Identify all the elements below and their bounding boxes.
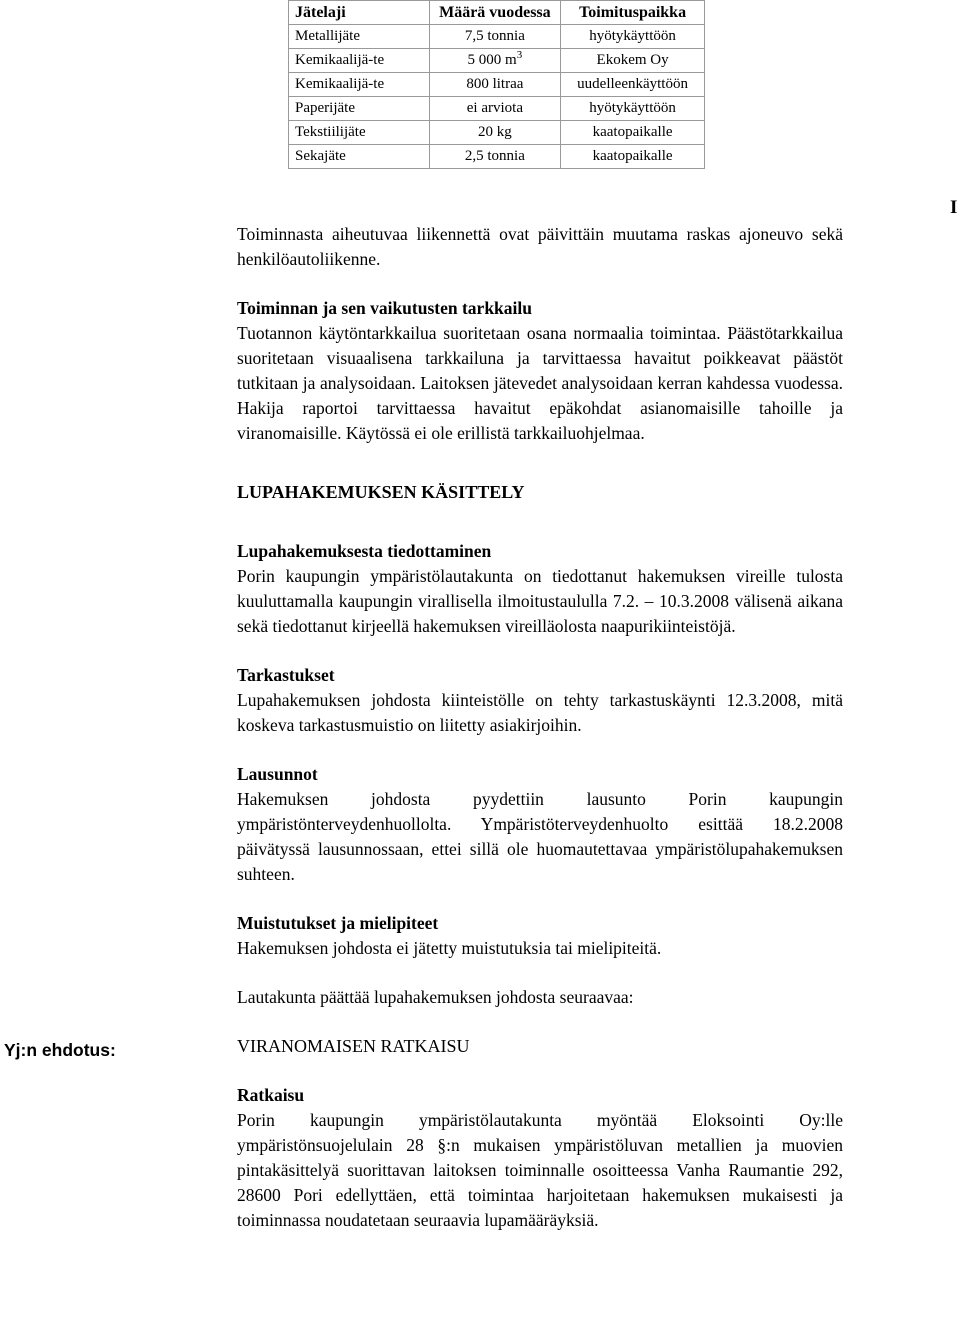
statements-paragraph: Hakemuksen johdosta pyydettiin lausunto Porin kaupungin ympäristönterveydenhuollolta. Ympäristöterveydenhuolto esittää 18.2.2008 päivätyssä lausunnossaan, ettei sillä ole huomautettavaa ympäristölupahakemuksen suhteen. (237, 789, 843, 884)
table-header-row (289, 1, 705, 25)
traffic-paragraph: Toiminnasta aiheutuvaa liikennettä ovat päivittäin muutama raskas ajoneuvo sekä henkilöautoliikenne. (237, 224, 843, 269)
waste-amount: 800 litraa (429, 73, 561, 97)
notification-heading: Lupahakemuksesta tiedottaminen (237, 541, 492, 561)
waste-type: Tekstiilijäte (289, 121, 430, 145)
statements-heading: Lausunnot (237, 764, 318, 784)
column-header: Toimituspaikka (561, 1, 705, 25)
table-row (289, 121, 705, 145)
waste-destination: hyötykäyttöön (561, 25, 705, 49)
monitoring-heading: Toiminnan ja sen vaikutusten tarkkailu (237, 298, 532, 318)
column-header: Määrä vuodessa (429, 1, 561, 25)
waste-type: Metallijäte (289, 25, 430, 49)
waste-destination: uudelleenkäyttöön (561, 73, 705, 97)
objections-heading: Muistutukset ja mielipiteet (237, 913, 439, 933)
waste-type: Paperijäte (289, 97, 430, 121)
waste-destination: kaatopaikalle (561, 145, 705, 169)
decision-paragraph: Porin kaupungin ympäristölautakunta myöntää Eloksointi Oy:lle ympäristönsuojelulain 28 §:n mukaisen ympäristöluvan metallien ja muovien pintakäsittelyä suorittavan laitoksen toiminnalle osoitteessa Vanha Raumantie 292, 28600 Pori edellyttäen, että toimintaa harjoitetaan hakemuksen mukaisesti ja toiminnassa noudatetaan seuraavia lupamääräyksiä. (237, 1110, 843, 1230)
waste-amount: ei arviota (429, 97, 561, 121)
decision-heading: Ratkaisu (237, 1085, 305, 1105)
processing-heading: LUPAHAKEMUKSEN KÄSITTELY (237, 482, 525, 502)
table-row (289, 97, 705, 121)
table-row (289, 49, 705, 73)
table-row (289, 145, 705, 169)
waste-destination: Ekokem Oy (561, 49, 705, 73)
waste-table (288, 0, 705, 169)
amount-value: 5 000 m (467, 52, 517, 68)
proposal-label: Yj:n ehdotus: (4, 1040, 116, 1060)
waste-amount: 2,5 tonnia (429, 145, 561, 169)
inspections-paragraph: Lupahakemuksen johdosta kiinteistölle on tehty tarkastuskäynti 12.3.2008, mitä koskeva tarkastusmuistio on liitetty asiakirjoihin. (237, 690, 843, 735)
proposal-text: Lautakunta päättää lupahakemuksen johdosta seuraavaa: (237, 987, 634, 1007)
margin-mark: I (950, 197, 958, 218)
waste-destination: hyötykäyttöön (561, 97, 705, 121)
table-row (289, 73, 705, 97)
decision-section-heading: VIRANOMAISEN RATKAISU (237, 1036, 470, 1056)
waste-destination: kaatopaikalle (561, 121, 705, 145)
waste-amount (429, 49, 561, 73)
notification-paragraph: Porin kaupungin ympäristölautakunta on tiedottanut hakemuksen vireille tulosta kuuluttamalla kaupungin virallisella ilmoitustaululla 7.2. – 10.3.2008 välisenä aikana sekä tiedottanut kirjeellä hakemuksen vireilläolosta naapurikiinteistöjä. (237, 566, 843, 636)
column-header: Jätelaji (289, 1, 430, 25)
waste-amount: 7,5 tonnia (429, 25, 561, 49)
table-row (289, 25, 705, 49)
objections-paragraph: Hakemuksen johdosta ei jätetty muistutuksia tai mielipiteitä. (237, 938, 662, 958)
waste-type: Kemikaalijä-te (289, 73, 430, 97)
amount-superscript: 3 (516, 49, 523, 61)
waste-type: Sekajäte (289, 145, 430, 169)
inspections-heading: Tarkastukset (237, 665, 335, 685)
monitoring-paragraph: Tuotannon käytöntarkkailua suoritetaan osana normaalia toimintaa. Päästötarkkailua suoritetaan visuaalisena tarkkailuna ja tarvittaessa havaitut poikkeavat päästöt tutkitaan ja analysoidaan. Laitoksen jätevedet analysoidaan kerran kahdessa vuodessa. Hakija raportoi tarvittaessa havaitut epäkohdat asianomaisille tahoille ja viranomaisille. Käytössä ei ole erillistä tarkkailuohjelmaa. (237, 323, 843, 443)
document-body (237, 222, 843, 1233)
waste-amount: 20 kg (429, 121, 561, 145)
waste-type: Kemikaalijä-te (289, 49, 430, 73)
